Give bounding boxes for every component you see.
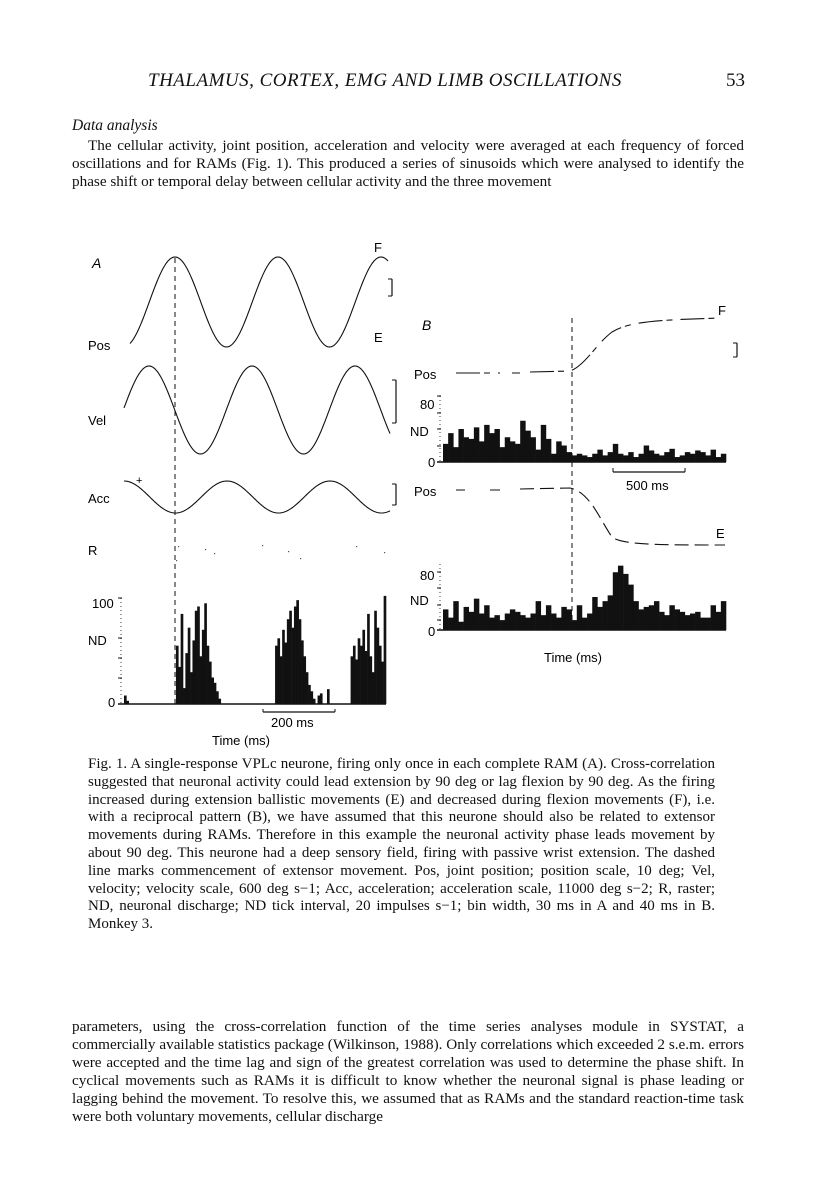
histogram-bar xyxy=(377,628,380,704)
histogram-bar xyxy=(515,612,520,630)
histogram-bar xyxy=(296,600,299,704)
time-scale-b-label: 500 ms xyxy=(626,478,669,493)
histogram-bar xyxy=(294,606,297,704)
histogram-bar xyxy=(464,607,469,630)
position-trace xyxy=(130,257,388,347)
histogram-bar xyxy=(505,437,510,462)
panel-b-position-extension-trace xyxy=(456,488,725,545)
panel-a-flexion-label: F xyxy=(374,240,382,255)
histogram-bar xyxy=(351,656,354,704)
histogram-bar xyxy=(200,656,203,704)
histogram-bar xyxy=(207,646,210,704)
panel-b-pos-label-top: Pos xyxy=(414,367,437,382)
histogram-bar xyxy=(700,452,705,462)
histogram-bar xyxy=(618,566,623,630)
histogram-bar xyxy=(675,609,680,630)
histogram-bar xyxy=(458,429,463,462)
histogram-bar xyxy=(285,643,288,704)
histogram-bar xyxy=(453,601,458,630)
histogram-bar xyxy=(510,441,515,462)
histogram-bar xyxy=(587,614,592,631)
histogram-b2-bars xyxy=(443,566,726,630)
histogram-bar xyxy=(530,437,535,462)
histogram-bar xyxy=(690,614,695,631)
histogram-bar xyxy=(711,605,716,630)
histogram-bar xyxy=(551,454,556,462)
panel-b-flexion-label: F xyxy=(718,303,726,318)
histogram-bar xyxy=(685,615,690,630)
histogram-bar xyxy=(505,614,510,631)
histogram-bar xyxy=(510,609,515,630)
histogram-bar xyxy=(536,601,541,630)
histogram-b1-bars xyxy=(443,421,726,462)
panel-b-extension-label: E xyxy=(716,526,725,541)
histogram-bar xyxy=(541,425,546,462)
histogram-bar xyxy=(608,595,613,630)
histogram-bar xyxy=(292,628,295,704)
histogram-bar xyxy=(484,605,489,630)
histogram-bar xyxy=(362,630,365,704)
histogram-bar xyxy=(192,640,195,704)
histogram-bar xyxy=(443,609,448,630)
histogram-bar xyxy=(618,454,623,462)
acc-trace-label: Acc xyxy=(88,491,110,506)
histogram-bar xyxy=(680,455,685,462)
histogram-bar xyxy=(577,605,582,630)
histogram-bar xyxy=(443,444,448,462)
histogram-bar xyxy=(515,444,520,462)
histogram-bar xyxy=(628,452,633,462)
nd-a-tick-top: 100 xyxy=(92,596,114,611)
panel-b-position-flexion-trace xyxy=(456,318,720,373)
histogram-bar xyxy=(287,619,290,704)
histogram-bar xyxy=(695,450,700,462)
raster-label: R xyxy=(88,543,98,558)
pos-trace-label: Pos xyxy=(88,338,111,353)
histogram-bar xyxy=(214,683,217,704)
histogram-bar xyxy=(561,446,566,463)
raster-dot xyxy=(288,551,289,552)
nd-b2-label: ND xyxy=(410,593,429,608)
histogram-bar xyxy=(360,646,363,704)
histogram-bar xyxy=(308,685,311,704)
histogram-bar xyxy=(654,601,659,630)
histogram-bar xyxy=(126,701,129,704)
histogram-bar xyxy=(669,449,674,462)
histogram-bar xyxy=(705,455,710,462)
histogram-bar xyxy=(623,574,628,630)
histogram-bar xyxy=(685,452,690,462)
histogram-bar xyxy=(458,622,463,630)
running-title: THALAMUS, CORTEX, EMG AND LIMB OSCILLATIONS xyxy=(148,70,622,91)
time-scale-a-label: 200 ms xyxy=(271,715,314,730)
histogram-bar xyxy=(608,452,613,462)
histogram-bar xyxy=(541,615,546,630)
histogram-bar xyxy=(448,433,453,462)
nd-a-label: ND xyxy=(88,633,107,648)
histogram-bar xyxy=(320,693,323,704)
histogram-bar xyxy=(561,607,566,630)
paragraph-2: parameters, using the cross-correlation function of the time series analyses module in SYSTAT, a commercially available statistics package (Wilkinson, 1988). Only correlations which exceeded 2 s.e.m. errors were accepted and the time lag and sign of the greatest correlation was used to determine the phase shift. In cyclical movements such as RAMs it is difficult to know whether the neuronal signal is phase leading or lagging behind the movement. To resolve this, we assumed that as RAMs and the standard reaction-time task were both voluntary movements, cellular discharge xyxy=(72,1018,744,1125)
histogram-bar xyxy=(365,651,368,704)
histogram-bar xyxy=(369,656,372,704)
histogram-bar xyxy=(644,446,649,463)
histogram-bar xyxy=(469,439,474,462)
histogram-bar xyxy=(181,614,184,704)
histogram-bar xyxy=(695,612,700,630)
histogram-bar xyxy=(358,638,361,704)
histogram-bar xyxy=(546,605,551,630)
vel-trace-label: Vel xyxy=(88,413,107,428)
histogram-bar xyxy=(603,455,608,462)
histogram-bar xyxy=(178,667,181,704)
histogram-bar xyxy=(633,457,638,462)
histogram-bar xyxy=(453,447,458,462)
panel-a-label: A xyxy=(92,255,102,271)
raster-dots xyxy=(176,545,385,561)
histogram-bar xyxy=(582,455,587,462)
histogram-bar xyxy=(520,421,525,462)
histogram-bar xyxy=(204,603,207,704)
histogram-bar xyxy=(623,455,628,462)
raster-dot xyxy=(384,552,385,553)
histogram-bar xyxy=(218,699,221,704)
histogram-bar xyxy=(124,696,127,704)
panel-b-pos-label-bottom: Pos xyxy=(414,484,437,499)
histogram-bar xyxy=(474,599,479,630)
histogram-bar xyxy=(494,615,499,630)
histogram-bar xyxy=(525,431,530,462)
histogram-bar xyxy=(355,659,358,704)
histogram-bar xyxy=(654,454,659,462)
histogram-bar xyxy=(303,656,306,704)
histogram-bar xyxy=(659,455,664,462)
histogram-bar xyxy=(556,618,561,630)
histogram-bar xyxy=(628,585,633,630)
histogram-bar xyxy=(202,630,205,704)
histogram-bar xyxy=(716,457,721,462)
raster-dot xyxy=(356,546,357,547)
histogram-bar xyxy=(592,454,597,462)
histogram-bar xyxy=(577,454,582,462)
histogram-bar xyxy=(566,452,571,462)
histogram-bar xyxy=(690,454,695,462)
figure-caption: Fig. 1. A single-response VPLc neurone, firing only once in each complete RAM (A). Cross-correlation suggested that neuronal activity could lead extension by 90 deg or lag flexion by 90 deg. As the firing increased during extension ballistic movements (E) and decreased during flexion movements (F), i.e. with a reciprocal pattern (B), we have assumed that this neurone should also be related to extensor movements during RAMs. Therefore in this example the neuronal activity phase leads movement by about 90 deg. This neurone had a deep sensory field, firing with passive wrist extension. The dashed line marks commencement of extensor movement. Pos, joint position; position scale, 10 deg; Vel, velocity; velocity scale, 600 deg s−1; Acc, acceleration; acceleration scale, 11000 deg s−2; R, raster; ND, neuronal discharge; ND tick interval, 20 impulses s−1; bin width, 30 ms in A and 40 ms in B. Monkey 3. xyxy=(88,756,715,933)
histogram-bar xyxy=(680,612,685,630)
histogram-bar xyxy=(530,614,535,631)
histogram-bar xyxy=(301,640,304,704)
paragraph-1: The cellular activity, joint position, acceleration and velocity were averaged at each frequency of forced oscillations and for RAMs (Fig. 1). This produced a series of sinusoids which were analysed to identify the phase shift or temporal delay between cellular activity and the three movement xyxy=(72,137,744,190)
histogram-bar xyxy=(464,437,469,462)
histogram-bar xyxy=(216,691,219,704)
histogram-bar xyxy=(379,646,382,704)
histogram-bar xyxy=(649,450,654,462)
histogram-bar xyxy=(603,601,608,630)
histogram-bar xyxy=(536,450,541,462)
histogram-bar xyxy=(474,427,479,462)
histogram-bar xyxy=(484,425,489,462)
histogram-bar xyxy=(592,597,597,630)
histogram-bar xyxy=(479,614,484,631)
histogram-bar xyxy=(494,429,499,462)
histogram-bar xyxy=(551,614,556,631)
histogram-bar xyxy=(489,433,494,462)
histogram-bar xyxy=(469,612,474,630)
histogram-bar xyxy=(711,450,716,462)
histogram-bar xyxy=(176,646,179,704)
histogram-bar xyxy=(188,628,191,704)
histogram-bar xyxy=(597,450,602,462)
raster-dot xyxy=(300,558,301,559)
histogram-a-axis xyxy=(118,598,386,704)
histogram-bar xyxy=(372,672,375,704)
histogram-bar xyxy=(597,607,602,630)
histogram-bar xyxy=(587,457,592,462)
velocity-trace xyxy=(124,366,390,454)
histogram-bar xyxy=(644,607,649,630)
histogram-bar xyxy=(318,696,321,704)
raster-dot xyxy=(176,560,177,561)
histogram-a-bars xyxy=(124,596,386,704)
histogram-bar xyxy=(721,601,726,630)
histogram-bar xyxy=(185,653,188,704)
histogram-bar xyxy=(556,441,561,462)
nd-b1-tick-top: 80 xyxy=(420,397,435,412)
section-heading: Data analysis xyxy=(72,117,158,134)
histogram-bar xyxy=(721,454,726,462)
acceleration-trace xyxy=(124,481,390,513)
nd-a-tick-zero: 0 xyxy=(108,695,116,710)
histogram-bar xyxy=(664,452,669,462)
page-number: 53 xyxy=(726,70,745,91)
histogram-bar xyxy=(197,606,200,704)
histogram-bar xyxy=(639,454,644,462)
histogram-bar xyxy=(211,678,214,705)
histogram-bar xyxy=(582,618,587,630)
raster-dot xyxy=(205,549,206,550)
histogram-bar xyxy=(675,457,680,462)
histogram-bar xyxy=(479,441,484,462)
histogram-bar xyxy=(299,619,302,704)
histogram-bar xyxy=(353,646,356,704)
histogram-bar xyxy=(209,662,212,704)
histogram-bar xyxy=(310,691,313,704)
histogram-bar xyxy=(190,672,193,704)
histogram-bar xyxy=(669,605,674,630)
histogram-bar xyxy=(639,609,644,630)
histogram-bar xyxy=(633,601,638,630)
histogram-bar xyxy=(546,439,551,462)
histogram-bar xyxy=(277,638,280,704)
nd-b1-tick-zero: 0 xyxy=(428,455,436,470)
histogram-bar xyxy=(313,699,316,704)
histogram-bar xyxy=(306,672,309,704)
histogram-bar xyxy=(613,444,618,462)
histogram-bar xyxy=(566,609,571,630)
histogram-bar xyxy=(500,620,505,630)
histogram-bar xyxy=(280,656,283,704)
histogram-bar xyxy=(367,614,370,704)
histogram-bar xyxy=(664,615,669,630)
histogram-bar xyxy=(705,618,710,630)
histogram-bar xyxy=(381,662,384,704)
histogram-bar xyxy=(716,612,721,630)
panel-b-label: B xyxy=(422,317,432,333)
histogram-bar xyxy=(700,618,705,630)
raster-dot xyxy=(178,546,179,547)
nd-b2-tick-zero: 0 xyxy=(428,624,436,639)
histogram-bar xyxy=(374,611,377,704)
histogram-bar xyxy=(275,646,278,704)
histogram-bar xyxy=(289,611,292,704)
histogram-bar xyxy=(613,572,618,630)
histogram-bar xyxy=(500,447,505,462)
histogram-bar xyxy=(183,688,186,704)
histogram-bar xyxy=(489,618,494,630)
histogram-bar xyxy=(282,630,285,704)
panel-a-xlabel: Time (ms) xyxy=(212,733,271,748)
panel-b-xlabel: Time (ms) xyxy=(544,650,603,665)
raster-dot xyxy=(214,553,215,554)
nd-b2-tick-top: 80 xyxy=(420,568,435,583)
histogram-bar xyxy=(448,618,453,630)
histogram-bar xyxy=(327,689,330,704)
acc-plus-sign: + xyxy=(136,475,143,487)
raster-dot xyxy=(262,545,263,546)
histogram-bar xyxy=(384,596,387,704)
histogram-bar xyxy=(525,618,530,630)
histogram-bar xyxy=(649,605,654,630)
histogram-bar xyxy=(520,615,525,630)
histogram-bar xyxy=(195,611,198,704)
panel-a-extension-label: E xyxy=(374,330,383,345)
histogram-bar xyxy=(659,612,664,630)
nd-b1-label: ND xyxy=(410,424,429,439)
